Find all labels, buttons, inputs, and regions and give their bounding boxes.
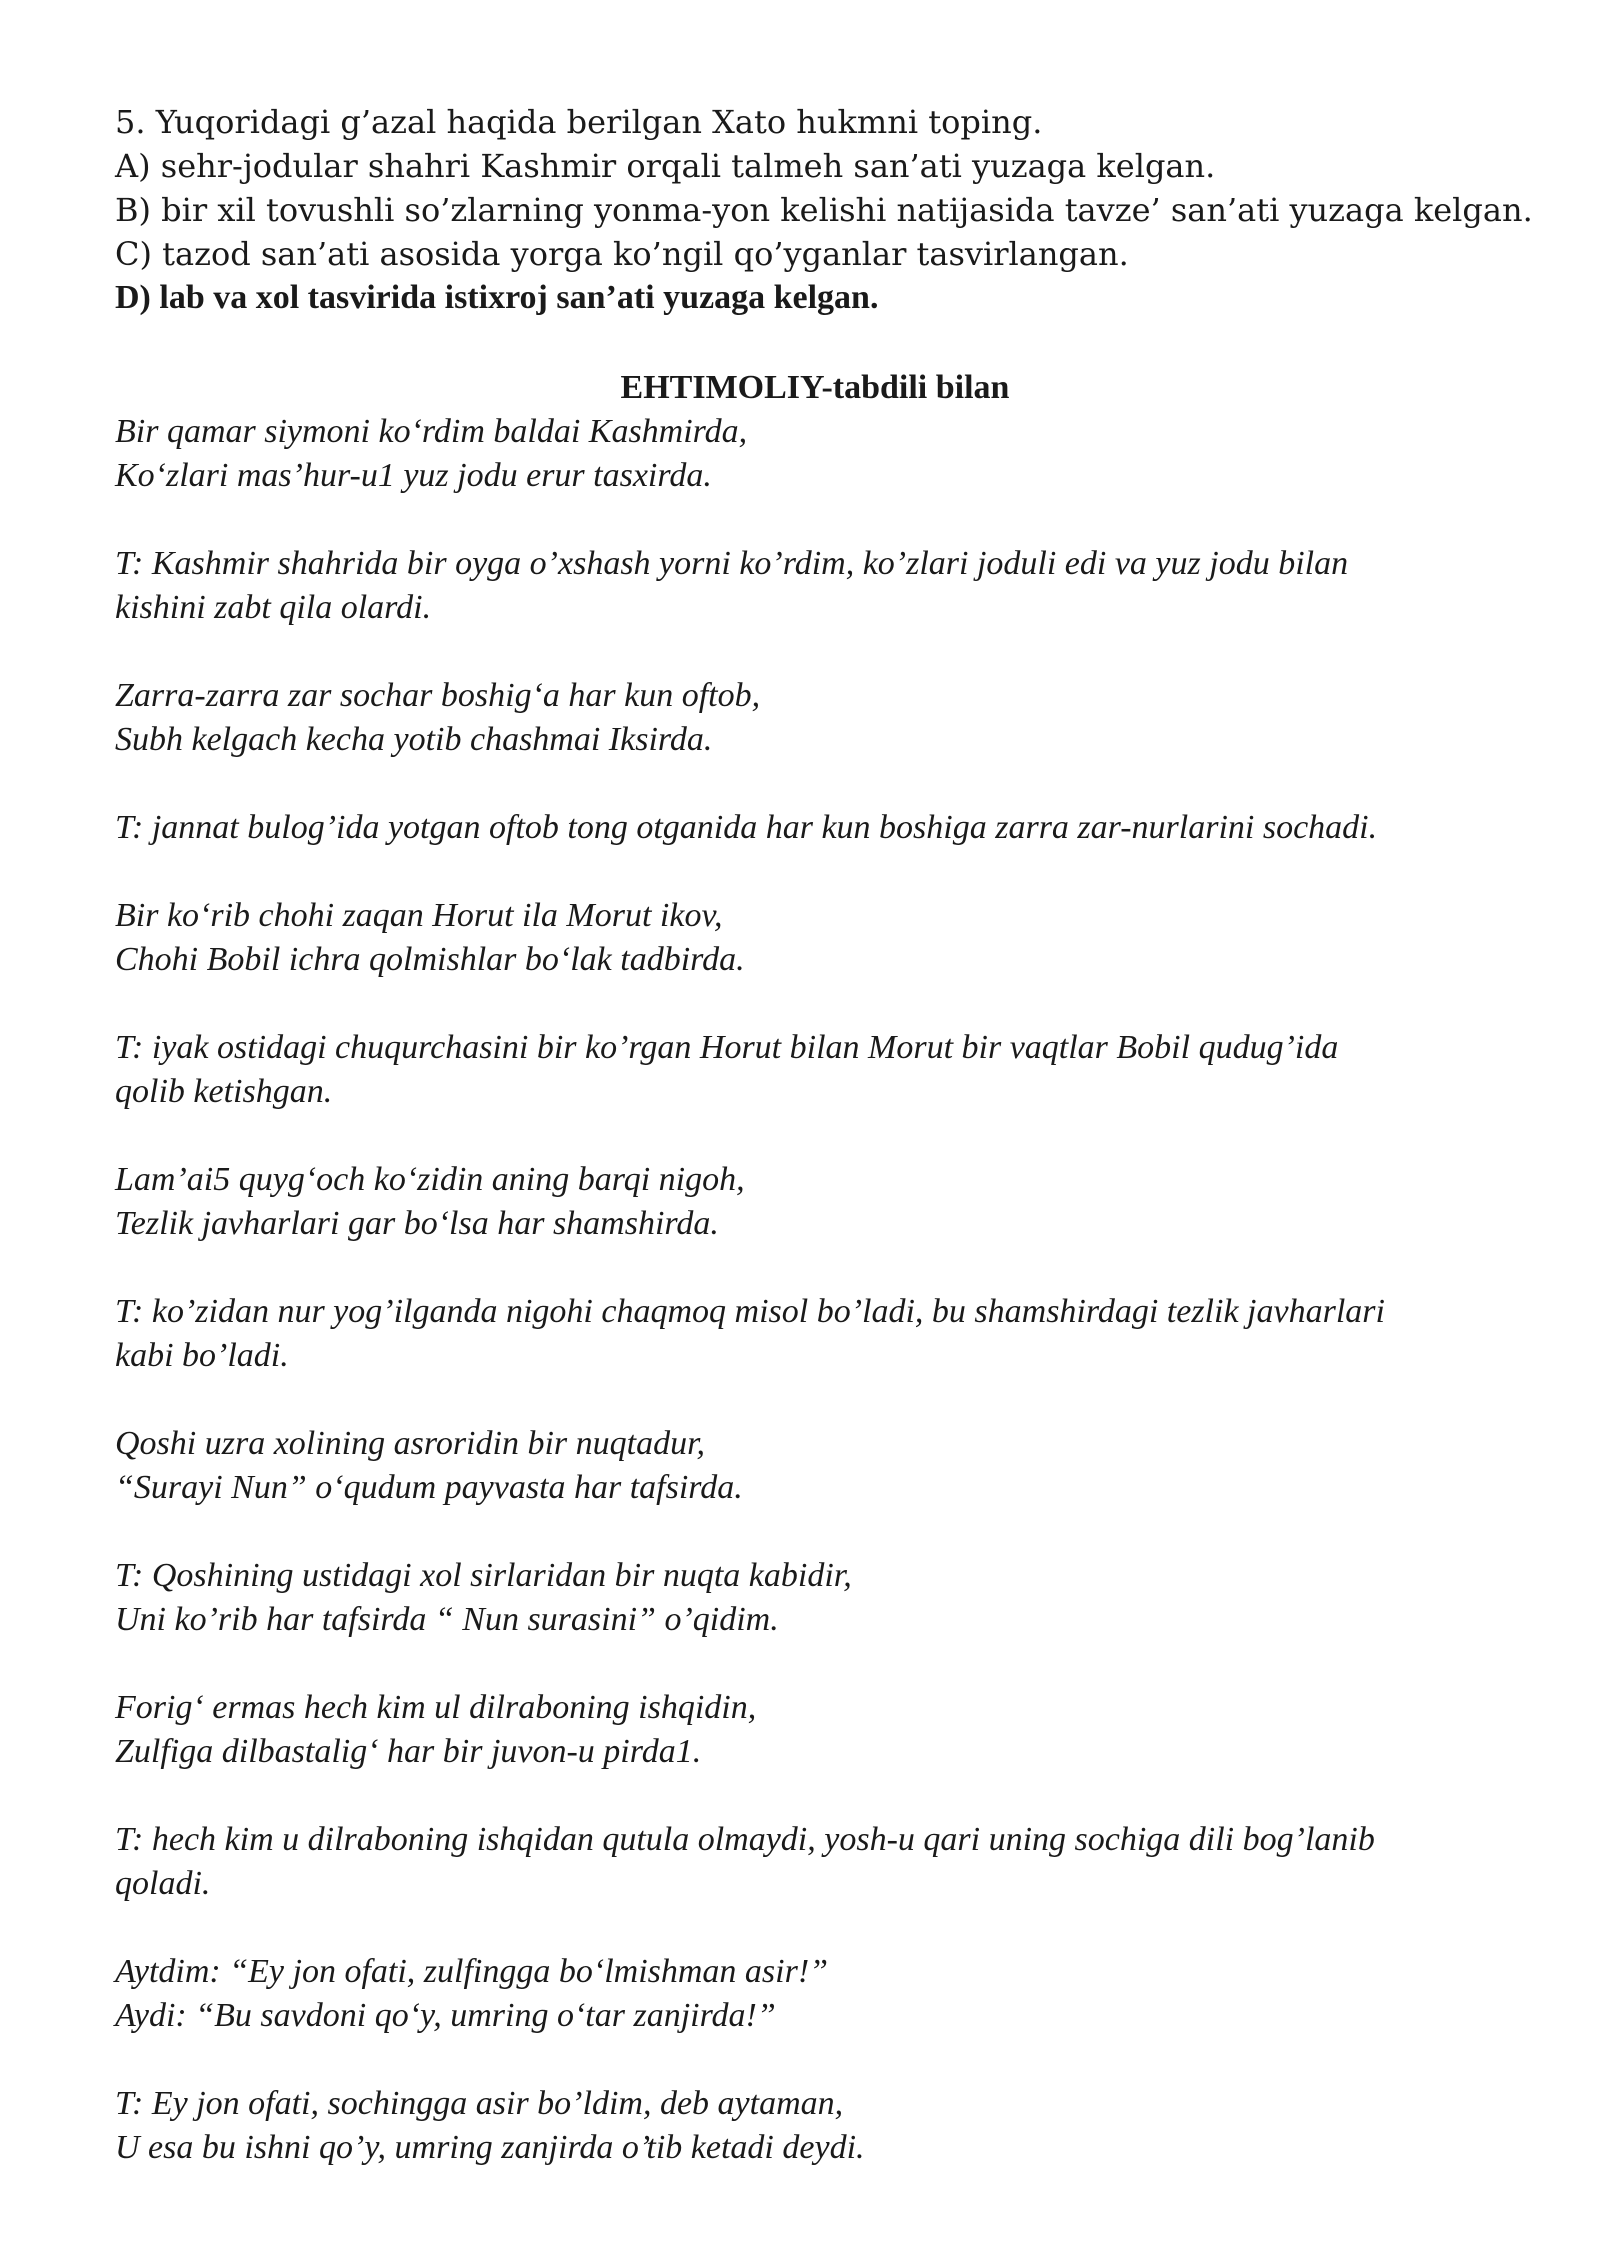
block-gap xyxy=(115,1774,1515,1818)
block-gap xyxy=(115,1906,1515,1950)
translation-block xyxy=(115,1818,1515,1906)
block-gap xyxy=(115,982,1515,1026)
option-a: A) sehr-jodular shahri Kashmir orqali talmeh san’ati yuzaga kelgan. xyxy=(115,147,1216,185)
verse-block xyxy=(115,410,1515,498)
translation-line: Uni ko’rib har tafsirda “ Nun surasini” o’qidim. xyxy=(115,1601,779,1638)
verse-line: Ko‘zlari mas’hur-u1 yuz jodu erur tasxirda. xyxy=(115,457,712,494)
verse-line: Lam’ai5 quyg‘och ko‘zidin aning barqi nigoh, xyxy=(115,1161,745,1198)
verse-block xyxy=(115,1422,1515,1510)
verse-line: Qoshi uzra xolining asroridin bir nuqtadur, xyxy=(115,1425,706,1462)
block-gap xyxy=(115,498,1515,542)
translation-block xyxy=(115,1554,1515,1642)
translation-line: T: Qoshining ustidagi xol sirlaridan bir nuqta kabidir, xyxy=(115,1557,852,1594)
translation-block xyxy=(115,1290,1515,1378)
block-gap xyxy=(115,1642,1515,1686)
verse-block xyxy=(115,1686,1515,1774)
verse-line: Zulfiga dilbastalig‘ har bir juvon-u pirda1. xyxy=(115,1733,702,1770)
translation-line: qoladi. xyxy=(115,1865,211,1902)
verse-block xyxy=(115,1950,1515,2038)
verse-line: Subh kelgach kecha yotib chashmai Iksirda. xyxy=(115,721,713,758)
block-gap xyxy=(115,1246,1515,1290)
verse-line: Bir ko‘rib chohi zaqan Horut ila Morut ikov, xyxy=(115,897,723,934)
block-gap xyxy=(115,630,1515,674)
translation-line: kishini zabt qila olardi. xyxy=(115,589,432,626)
verse-line: Forig‘ ermas hech kim ul dilraboning ishqidin, xyxy=(115,1689,757,1726)
option-c: C) tazod san’ati asosida yorga ko’ngil qo’yganlar tasvirlangan. xyxy=(115,235,1129,273)
verse-block xyxy=(115,1158,1515,1246)
translation-line: T: hech kim u dilraboning ishqidan qutula olmaydi, yosh-u qari uning sochiga dili bog’lanib xyxy=(115,1821,1375,1858)
block-gap xyxy=(115,1378,1515,1422)
translation-line: T: iyak ostidagi chuqurchasini bir ko’rgan Horut bilan Morut bir vaqtlar Bobil qudug’ida xyxy=(115,1029,1339,1066)
translation-block xyxy=(115,806,1515,850)
verse-line: Chohi Bobil ichra qolmishlar bo‘lak tadbirda. xyxy=(115,941,745,978)
question-prompt: 5. Yuqoridagi g’azal haqida berilgan Xato hukmni toping. xyxy=(115,103,1043,141)
block-gap xyxy=(115,762,1515,806)
verse-block xyxy=(115,674,1515,762)
translation-line: kabi bo’ladi. xyxy=(115,1337,289,1374)
verse-line: Bir qamar siymoni ko‘rdim baldai Kashmirda, xyxy=(115,413,748,450)
poem-blocks xyxy=(115,410,1515,2170)
translation-line: qolib ketishgan. xyxy=(115,1073,333,1110)
block-gap xyxy=(115,1114,1515,1158)
translation-line: T: ko’zidan nur yog’ilganda nigohi chaqmoq misol bo’ladi, bu shamshirdagi tezlik javharlari xyxy=(115,1293,1385,1330)
verse-line: Aydi: “Bu savdoni qo‘y, umring o‘tar zanjirda!” xyxy=(115,1997,776,2034)
translation-line: T: Ey jon ofati, sochingga asir bo’ldim, deb aytaman, xyxy=(115,2085,844,2122)
block-gap xyxy=(115,1510,1515,1554)
translation-block xyxy=(115,542,1515,630)
translation-line: T: jannat bulog’ida yotgan oftob tong otganida har kun boshiga zarra zar-nurlarini sochadi. xyxy=(115,809,1378,846)
section-title: EHTIMOLIY-tabdili bilan xyxy=(620,369,1010,406)
verse-block xyxy=(115,894,1515,982)
verse-line: Zarra-zarra zar sochar boshig‘a har kun oftob, xyxy=(115,677,761,714)
translation-block xyxy=(115,2082,1515,2170)
translation-block xyxy=(115,1026,1515,1114)
option-b: B) bir xil tovushli so’zlarning yonma-yon kelishi natijasida tavze’ san’ati yuzaga kelgan. xyxy=(115,191,1533,229)
translation-line: T: Kashmir shahrida bir oyga o’xshash yorni ko’rdim, ko’zlari joduli edi va yuz jodu bilan xyxy=(115,545,1349,582)
verse-line: Tezlik javharlari gar bo‘lsa har shamshirda. xyxy=(115,1205,719,1242)
option-d-correct: D) lab va xol tasvirida istixroj san’ati yuzaga kelgan. xyxy=(115,279,879,316)
verse-line: “Surayi Nun” o‘qudum payvasta har tafsirda. xyxy=(115,1469,743,1506)
verse-line: Aytdim: “Ey jon ofati, zulfingga bo‘lmishman asir!” xyxy=(115,1953,829,1990)
block-gap xyxy=(115,2038,1515,2082)
translation-line: U esa bu ishni qo’y, umring zanjirda o’tib ketadi deydi. xyxy=(115,2129,865,2166)
block-gap xyxy=(115,850,1515,894)
document-page xyxy=(115,100,1533,2170)
